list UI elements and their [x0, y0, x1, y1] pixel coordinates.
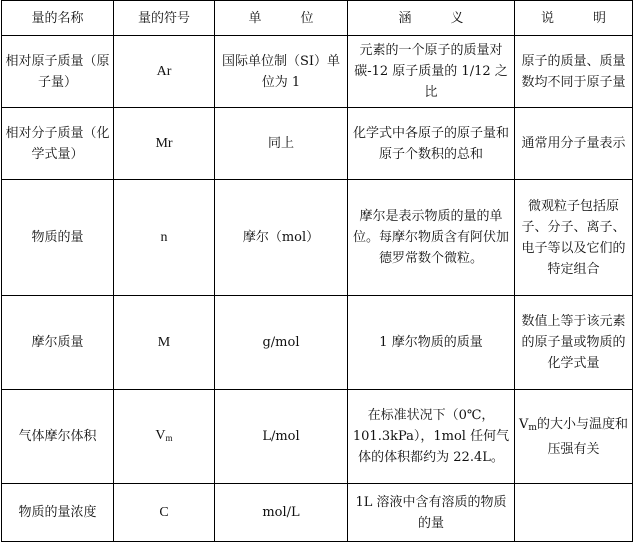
- quantity-table: [1, 0, 633, 542]
- symbol-subscript: m: [165, 432, 173, 443]
- table-row: [2, 36, 633, 108]
- note-symbol-subscript: m: [528, 422, 537, 433]
- cell-symbol: Mr: [114, 108, 215, 180]
- table-row: [2, 484, 633, 542]
- note-text: 的大小与温度和压强有关: [536, 416, 628, 457]
- table-row: [2, 390, 633, 484]
- cell-name: 气体摩尔体积: [2, 390, 114, 484]
- cell-symbol: C: [114, 484, 215, 542]
- cell-symbol: Ar: [114, 36, 215, 108]
- cell-meaning: 摩尔是表示物质的量的单位。每摩尔物质含有阿伏加德罗常数个微粒。: [348, 180, 515, 296]
- cell-symbol: n: [114, 180, 215, 296]
- cell-note: [515, 484, 633, 542]
- table-row: [2, 108, 633, 180]
- cell-unit: g/mol: [215, 296, 348, 390]
- cell-unit: 摩尔（mol）: [215, 180, 348, 296]
- table-row: [2, 180, 633, 296]
- cell-meaning: 1 摩尔物质的质量: [348, 296, 515, 390]
- cell-meaning: 化学式中各原子的原子量和原子个数积的总和: [348, 108, 515, 180]
- header-unit: 单 位: [215, 1, 348, 36]
- cell-note: 原子的质量、质量数均不同于原子量: [515, 36, 633, 108]
- cell-name: 相对原子质量（原子量）: [2, 36, 114, 108]
- cell-note: [515, 390, 633, 484]
- cell-unit: L/mol: [215, 390, 348, 484]
- cell-meaning: 在标准状况下（0℃，101.3kPa），1mol 任何气体的体积都约为 22.4L。: [348, 390, 515, 484]
- cell-note: 数值上等于该元素的原子量或物质的化学式量: [515, 296, 633, 390]
- header-meaning: 涵 义: [348, 1, 515, 36]
- cell-name: 摩尔质量: [2, 296, 114, 390]
- cell-name: 物质的量浓度: [2, 484, 114, 542]
- header-row: [2, 1, 633, 36]
- symbol-main: V: [155, 427, 166, 443]
- header-name: 量的名称: [2, 1, 114, 36]
- cell-note: 通常用分子量表示: [515, 108, 633, 180]
- cell-unit: 国际单位制（SI）单位为 1: [215, 36, 348, 108]
- cell-unit: 同上: [215, 108, 348, 180]
- cell-symbol: M: [114, 296, 215, 390]
- note-symbol-main: V: [519, 416, 529, 432]
- cell-name: 物质的量: [2, 180, 114, 296]
- table-row: [2, 296, 633, 390]
- cell-note: 微观粒子包括原子、分子、离子、电子等以及它们的特定组合: [515, 180, 633, 296]
- cell-unit: mol/L: [215, 484, 348, 542]
- header-symbol: 量的符号: [114, 1, 215, 36]
- header-note: 说 明: [515, 1, 633, 36]
- cell-symbol: [114, 390, 215, 484]
- cell-meaning: 元素的一个原子的质量对碳-12 原子质量的 1/12 之比: [348, 36, 515, 108]
- cell-name: 相对分子质量（化学式量）: [2, 108, 114, 180]
- cell-meaning: 1L 溶液中含有溶质的物质的量: [348, 484, 515, 542]
